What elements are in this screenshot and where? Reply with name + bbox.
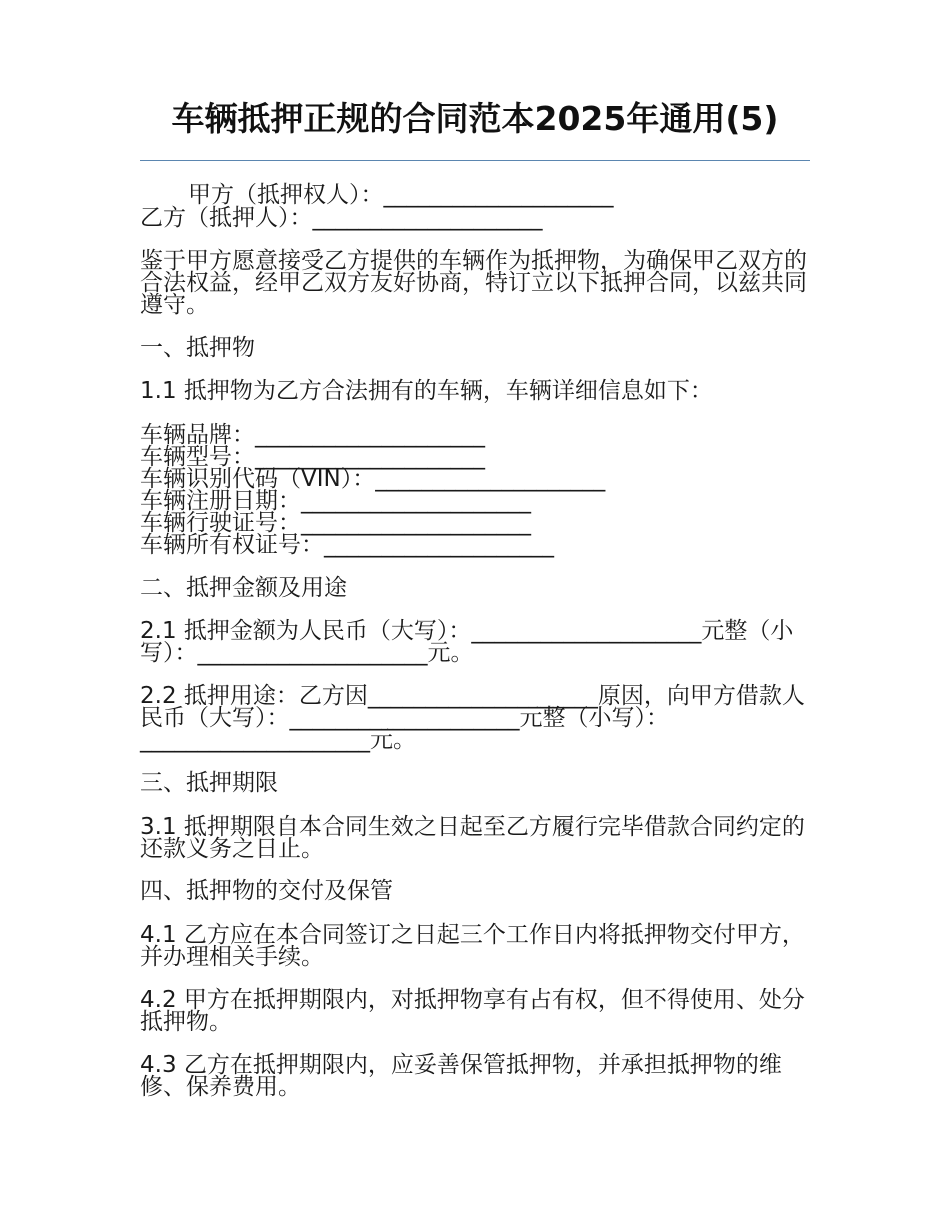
party-a-line: 甲方（抵押权人）：____________________: [188, 182, 614, 208]
section4-heading: 四、抵押物的交付及保管: [140, 878, 393, 904]
party-b-line: 乙方（抵押人）：____________________: [140, 205, 543, 231]
clause-4-3: 4.3 乙方在抵押期限内，应妥善保管抵押物，并承担抵押物的维修、保养费用。: [140, 1052, 782, 1100]
clause-2-1: 2.1 抵押金额为人民币（大写）：____________________元整（小写）：____________________元。: [140, 618, 794, 666]
clause-3-1: 3.1 抵押期限自本合同生效之日起至乙方履行完毕借款合同约定的还款义务之日止。: [140, 814, 805, 862]
vehicle-registration-date-field: 车辆注册日期：____________________: [140, 488, 531, 514]
vehicle-license-field: 车辆行驶证号：____________________: [140, 510, 531, 536]
clause-1-1: 1.1 抵押物为乙方合法拥有的车辆，车辆详细信息如下：: [140, 378, 713, 404]
clause-2-2: 2.2 抵押用途：乙方因____________________原因，向甲方借款人民币（大写）：____________________元整（小写）：____________________元。: [140, 683, 805, 753]
document-title: 车辆抵押正规的合同范本2025年通用(5): [171, 99, 779, 138]
title-divider: [140, 160, 810, 161]
clause-4-2: 4.2 甲方在抵押期限内，对抵押物享有占有权，但不得使用、处分抵押物。: [140, 987, 805, 1035]
section2-heading: 二、抵押金额及用途: [140, 575, 347, 601]
section1-heading: 一、抵押物: [140, 335, 255, 361]
preamble-paragraph: 鉴于甲方愿意接受乙方提供的车辆作为抵押物，为确保甲乙双方的合法权益，经甲乙双方友好协商，特订立以下抵押合同，以兹共同遵守。: [140, 248, 807, 318]
vehicle-brand-field: 车辆品牌：____________________: [140, 422, 485, 448]
vehicle-model-field: 车辆型号：____________________: [140, 444, 485, 470]
vehicle-vin-field: 车辆识别代码（VIN）：____________________: [140, 466, 606, 492]
section3-heading: 三、抵押期限: [140, 770, 278, 796]
vehicle-ownership-field: 车辆所有权证号：____________________: [140, 532, 554, 558]
clause-4-1: 4.1 乙方应在本合同签订之日起三个工作日内将抵押物交付甲方，并办理相关手续。: [140, 922, 805, 970]
